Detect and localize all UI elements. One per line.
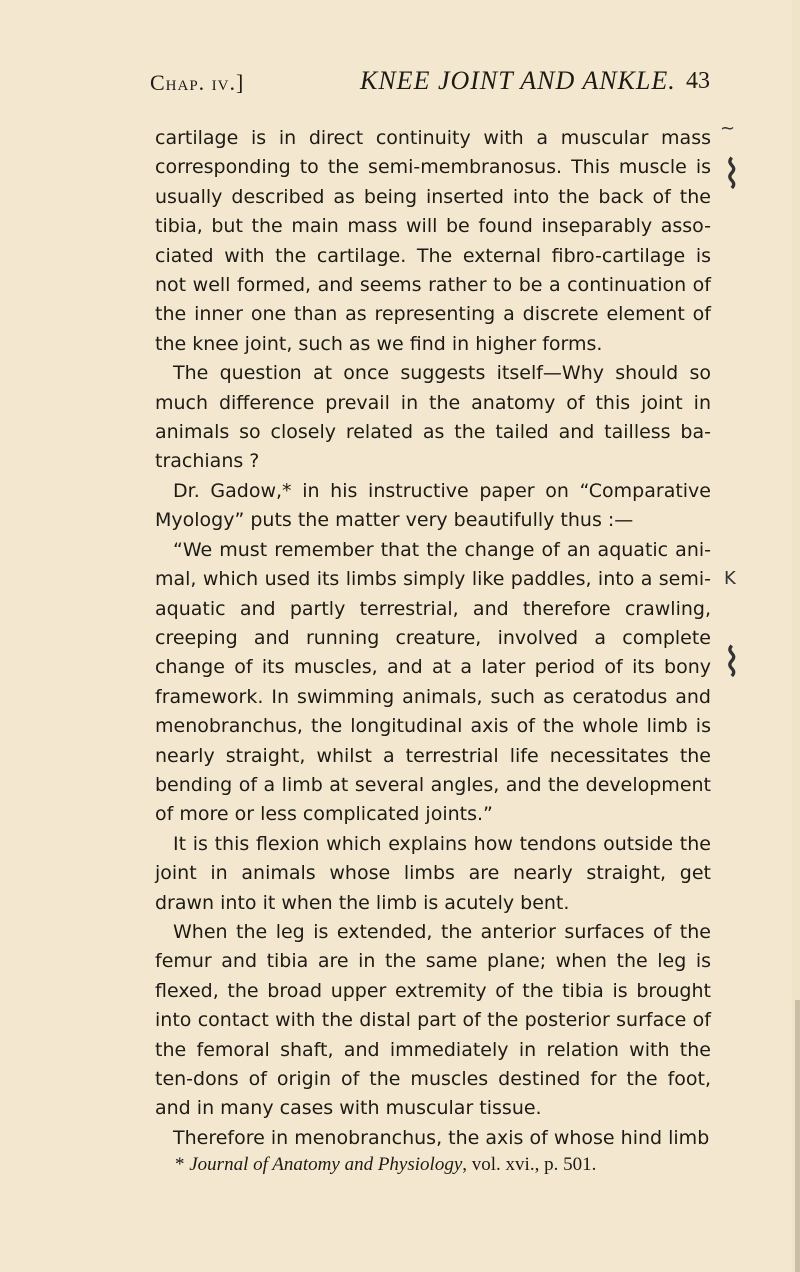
running-header xyxy=(150,64,710,104)
paragraph: Therefore in menobranchus, the axis of whose hind limb xyxy=(173,1126,710,1149)
body-text xyxy=(155,124,711,1153)
page-title: KNEE JOINT AND ANKLE. xyxy=(360,66,676,95)
footnote xyxy=(175,1154,715,1176)
paragraph: Dr. Gadow,* in his instructive paper on “Comparative Myology” puts the matter very beautifully thus :— xyxy=(155,479,711,532)
margin-mark: ⌇ xyxy=(722,640,742,686)
paragraph: It is this flexion which explains how tendons outside the joint in animals whose limbs are nearly straight, get drawn into it when the limb is acutely bent. xyxy=(155,832,711,914)
page-edge-shadow xyxy=(795,1000,800,1272)
quoted-paragraph: “We must remember that the change of an aquatic ani-mal, which used its limbs simply like paddles, into a semi-aquatic and partly terrestrial, and therefore crawling, creeping and running creature, involved a complete change of its muscles, and at a later period of its bony framework. In swimming animals, such as ceratodus and menobranchus, the longitudinal axis of the whole limb is nearly straight, whilst a terrestrial life necessitates the bending of a limb at several angles, and the development of more or less complicated joints.” xyxy=(155,538,711,826)
margin-mark: ⌇ xyxy=(722,152,742,198)
footnote-journal: Journal of Anatomy and Physiology xyxy=(189,1154,463,1175)
footnote-citation: , vol. xvi., p. 501. xyxy=(462,1154,597,1175)
chapter-label: Chap. iv.] xyxy=(150,70,245,95)
margin-mark: K xyxy=(724,568,736,589)
page-number: 43 xyxy=(686,68,710,94)
paragraph: When the leg is extended, the anterior surfaces of the femur and tibia are in the same plane; when the leg is flexed, the broad upper extremity of the tibia is brought into contact with the distal part of the posterior surface of the femoral shaft, and immediately in relation with the ten-dons of origin of the muscles destined for the foot, and in many cases with muscular tissue. xyxy=(155,920,711,1120)
margin-mark: ~ xyxy=(720,118,736,139)
paragraph: The question at once suggests itself—Why should so much difference prevail in the anatomy of this joint in animals so closely related as the tailed and tailless ba-trachians ? xyxy=(155,362,711,473)
footnote-marker: * xyxy=(175,1154,185,1175)
paragraph: cartilage is in direct continuity with a muscular mass corresponding to the semi-membranosus. This muscle is usually described as being inserted into the back of the tibia, but the main mass will be found inseparably asso-ciated with the cartilage. The external fibro-cartilage is not well formed, and seems rather to be a continuation of the inner one than as representing a discrete element of the knee joint, such as we find in higher forms. xyxy=(155,127,711,355)
